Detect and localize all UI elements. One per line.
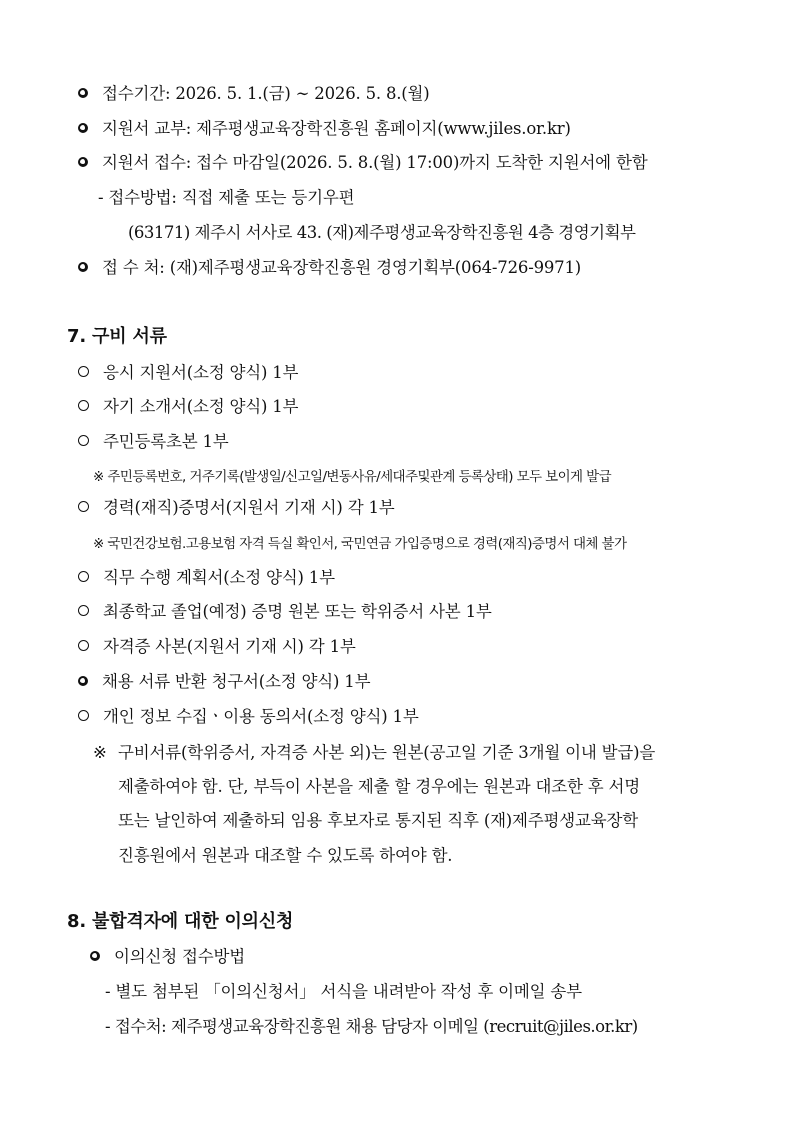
section7-heading: 7. 구비 서류	[67, 326, 167, 347]
apply-period-line: 접수기간: 2026. 5. 1.(금) ∼ 2026. 5. 8.(월)	[78, 83, 430, 105]
doc-item-application: 응시 지원서(소정 양식) 1부	[78, 362, 298, 384]
doc-item-graduation: 최종학교 졸업(예정) 증명 원본 또는 학위증서 사본 1부	[78, 601, 492, 623]
filled-circle-bullet-icon	[78, 262, 88, 272]
doc-item-job-plan: 직무 수행 계획서(소정 양식) 1부	[78, 567, 335, 589]
filled-circle-bullet-icon	[78, 157, 88, 167]
remark-mark: ※	[93, 743, 107, 762]
doc-item-career-certificate: 경력(재직)증명서(지원서 기재 시) 각 1부	[78, 497, 395, 519]
filled-circle-bullet-icon	[78, 676, 88, 686]
circle-bullet-icon	[78, 640, 89, 651]
doc-note-career-certificate: ※ 국민건강보험.고용보험 자격 득실 확인서, 국민연금 가입증명으로 경력(재직)증명서 대체 불가	[93, 536, 627, 552]
objection-sub-form: - 별도 첨부된 「이의신청서」 서식을 내려받아 작성 후 이메일 송부	[105, 982, 582, 1001]
objection-method-item: 이의신청 접수방법	[90, 946, 245, 968]
doc-item-privacy-consent: 개인 정보 수집ㆍ이용 동의서(소정 양식) 1부	[78, 706, 419, 728]
apply-form-distribution-line: 지원서 교부: 제주평생교육장학진흥원 홈페이지(www.jiles.or.kr)	[78, 118, 571, 140]
circle-bullet-icon	[78, 710, 89, 721]
circle-bullet-icon	[78, 571, 89, 582]
remark-line-1: 구비서류(학위증서, 자격증 사본 외)는 원본(공고일 기준 3개월 이내 발급)을	[118, 743, 656, 762]
circle-bullet-icon	[78, 366, 89, 377]
circle-bullet-icon	[78, 400, 89, 411]
objection-sub-email: - 접수처: 제주평생교육장학진흥원 채용 담당자 이메일 (recruit@jiles.or.kr)	[105, 1017, 638, 1036]
circle-bullet-icon	[78, 605, 89, 616]
doc-item-self-intro: 자기 소개서(소정 양식) 1부	[78, 396, 298, 418]
filled-circle-bullet-icon	[90, 951, 100, 961]
remark-line-4: 진흥원에서 원본과 대조할 수 있도록 하여야 함.	[118, 846, 453, 865]
circle-bullet-icon	[78, 501, 89, 512]
doc-note-resident-register: ※ 주민등록번호, 거주기록(발생일/신고일/변동사유/세대주및관계 등록상태) 모두 보이게 발급	[93, 469, 612, 485]
apply-address-line: (63171) 제주시 서사로 43. (재)제주평생교육장학진흥원 4층 경영기획부	[128, 223, 636, 242]
section8-heading: 8. 불합격자에 대한 이의신청	[67, 911, 294, 932]
apply-contact-line: 접 수 처: (재)제주평생교육장학진흥원 경영기획부(064-726-9971)	[78, 257, 581, 279]
apply-method-line: - 접수방법: 직접 제출 또는 등기우편	[98, 188, 355, 207]
filled-circle-bullet-icon	[78, 88, 88, 98]
doc-item-license: 자격증 사본(지원서 기재 시) 각 1부	[78, 636, 356, 658]
apply-submission-line: 지원서 접수: 접수 마감일(2026. 5. 8.(월) 17:00)까지 도착한 지원서에 한함	[78, 152, 647, 174]
doc-item-resident-register: 주민등록초본 1부	[78, 431, 229, 453]
remark-line-3: 또는 날인하여 제출하되 임용 후보자로 통지된 직후 (재)제주평생교육장학	[118, 811, 638, 830]
doc-item-return-request: 채용 서류 반환 청구서(소정 양식) 1부	[78, 671, 370, 693]
filled-circle-bullet-icon	[78, 123, 88, 133]
remark-line-2: 제출하여야 함. 단, 부득이 사본을 제출 할 경우에는 원본과 대조한 후 서명	[118, 777, 641, 796]
circle-bullet-icon	[78, 435, 89, 446]
